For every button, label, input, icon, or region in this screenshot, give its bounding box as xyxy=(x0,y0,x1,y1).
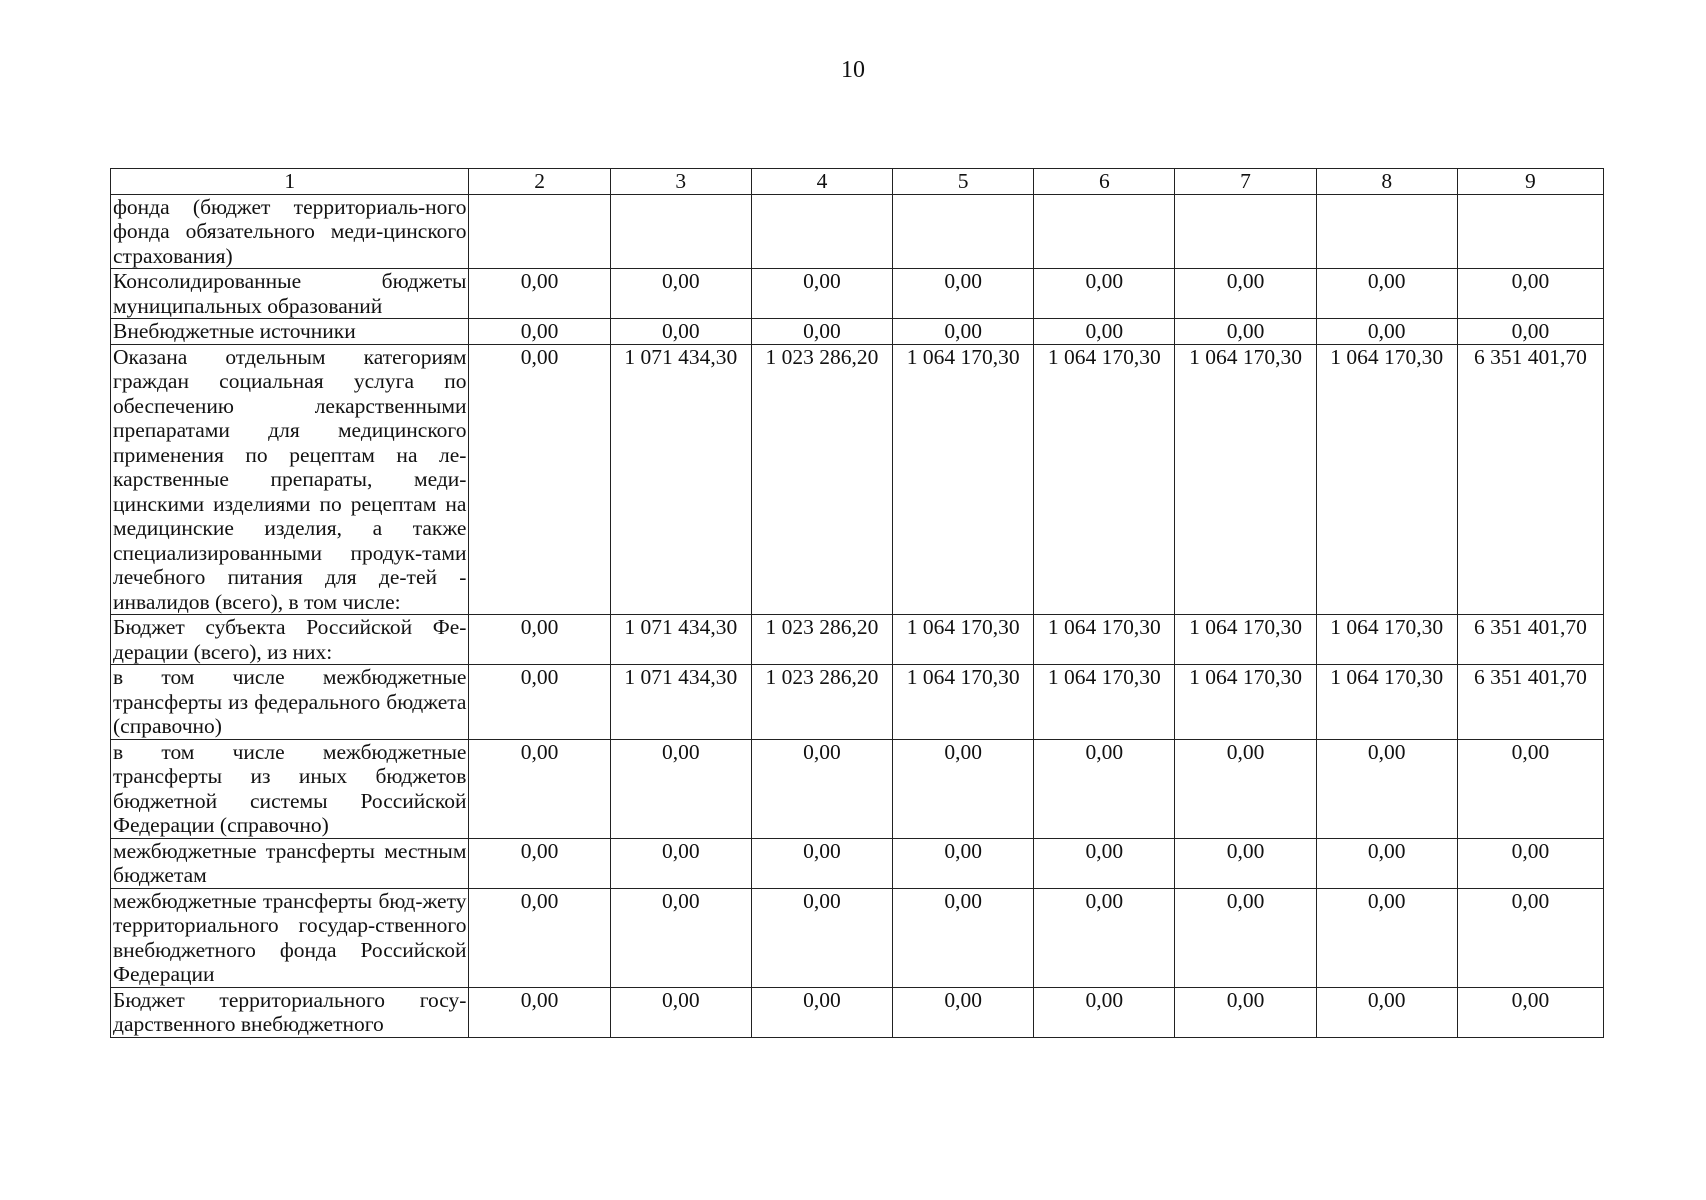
cell-value: 1 064 170,30 xyxy=(1034,344,1175,615)
cell-value: 0,00 xyxy=(751,838,892,888)
cell-value xyxy=(469,194,610,269)
column-header-3: 3 xyxy=(610,169,751,195)
cell-value xyxy=(610,194,751,269)
column-header-6: 6 xyxy=(1034,169,1175,195)
cell-value: 0,00 xyxy=(610,838,751,888)
cell-value: 1 023 286,20 xyxy=(751,665,892,740)
cell-value: 0,00 xyxy=(1034,269,1175,319)
cell-value: 0,00 xyxy=(1316,987,1457,1037)
table-row xyxy=(111,987,1604,1037)
cell-value: 0,00 xyxy=(610,987,751,1037)
row-label: в том числе межбюджетные трансферты из иных бюджетов бюджетной системы Российской Федерации (справочно) xyxy=(111,739,469,838)
cell-value xyxy=(893,194,1034,269)
row-label: в том числе межбюджетные трансферты из федерального бюджета (справочно) xyxy=(111,665,469,740)
cell-value: 0,00 xyxy=(1034,319,1175,345)
cell-value: 0,00 xyxy=(469,888,610,987)
table-row xyxy=(111,665,1604,740)
cell-value: 1 064 170,30 xyxy=(1316,665,1457,740)
table-row xyxy=(111,838,1604,888)
cell-value: 0,00 xyxy=(1457,319,1603,345)
cell-value: 0,00 xyxy=(1316,888,1457,987)
cell-value: 6 351 401,70 xyxy=(1457,665,1603,740)
page-number: 10 xyxy=(841,57,865,83)
cell-value: 0,00 xyxy=(1175,269,1316,319)
cell-value: 0,00 xyxy=(1034,838,1175,888)
cell-value xyxy=(1316,194,1457,269)
cell-value: 1 064 170,30 xyxy=(1175,665,1316,740)
cell-value: 0,00 xyxy=(1457,269,1603,319)
cell-value: 0,00 xyxy=(1175,319,1316,345)
table-row xyxy=(111,615,1604,665)
cell-value: 0,00 xyxy=(1316,269,1457,319)
cell-value: 0,00 xyxy=(1457,739,1603,838)
cell-value: 0,00 xyxy=(610,888,751,987)
cell-value: 6 351 401,70 xyxy=(1457,344,1603,615)
cell-value: 0,00 xyxy=(469,615,610,665)
cell-value: 0,00 xyxy=(610,319,751,345)
cell-value: 1 064 170,30 xyxy=(1316,615,1457,665)
cell-value: 0,00 xyxy=(469,665,610,740)
cell-value: 1 064 170,30 xyxy=(1034,615,1175,665)
cell-value: 0,00 xyxy=(1316,319,1457,345)
cell-value: 0,00 xyxy=(751,888,892,987)
cell-value: 1 023 286,20 xyxy=(751,615,892,665)
cell-value: 0,00 xyxy=(893,888,1034,987)
row-label: Бюджет субъекта Российской Фе-дерации (всего), из них: xyxy=(111,615,469,665)
row-label: Оказана отдельным категориям граждан социальная услуга по обеспечению лекарственными препаратами для медицинского применения по рецептам на ле-карственные препараты, меди-цинскими изделиями по рецептам на медицинские изделия, а также специализированными продук-тами лечебного питания для де-тей - инвалидов (всего), в том числе: xyxy=(111,344,469,615)
cell-value: 0,00 xyxy=(469,319,610,345)
column-header-5: 5 xyxy=(893,169,1034,195)
cell-value: 1 071 434,30 xyxy=(610,615,751,665)
cell-value: 0,00 xyxy=(751,269,892,319)
row-label: Внебюджетные источники xyxy=(111,319,469,345)
table-row xyxy=(111,269,1604,319)
cell-value: 0,00 xyxy=(1457,838,1603,888)
cell-value xyxy=(1457,194,1603,269)
column-header-7: 7 xyxy=(1175,169,1316,195)
cell-value xyxy=(1175,194,1316,269)
cell-value: 0,00 xyxy=(1034,739,1175,838)
column-header-2: 2 xyxy=(469,169,610,195)
cell-value: 0,00 xyxy=(1034,888,1175,987)
cell-value: 1 071 434,30 xyxy=(610,344,751,615)
cell-value: 0,00 xyxy=(469,269,610,319)
cell-value: 0,00 xyxy=(751,987,892,1037)
table-row xyxy=(111,739,1604,838)
cell-value: 0,00 xyxy=(469,344,610,615)
cell-value xyxy=(751,194,892,269)
row-label: фонда (бюджет территориаль-ного фонда обязательного меди-цинского страхования) xyxy=(111,194,469,269)
cell-value: 0,00 xyxy=(1457,987,1603,1037)
cell-value xyxy=(1034,194,1175,269)
cell-value: 0,00 xyxy=(1316,838,1457,888)
table-row xyxy=(111,888,1604,987)
cell-value: 0,00 xyxy=(893,987,1034,1037)
cell-value: 0,00 xyxy=(1175,888,1316,987)
cell-value: 0,00 xyxy=(1034,987,1175,1037)
cell-value: 6 351 401,70 xyxy=(1457,615,1603,665)
cell-value: 0,00 xyxy=(893,319,1034,345)
cell-value: 1 064 170,30 xyxy=(1034,665,1175,740)
cell-value: 0,00 xyxy=(610,739,751,838)
row-label: межбюджетные трансферты бюд-жету территориального государ-ственного внебюджетного фонда Российской Федерации xyxy=(111,888,469,987)
cell-value: 0,00 xyxy=(469,987,610,1037)
cell-value: 0,00 xyxy=(893,269,1034,319)
cell-value: 0,00 xyxy=(893,838,1034,888)
cell-value: 0,00 xyxy=(893,739,1034,838)
cell-value: 1 064 170,30 xyxy=(1175,344,1316,615)
cell-value: 0,00 xyxy=(1175,838,1316,888)
cell-value: 0,00 xyxy=(469,838,610,888)
cell-value: 0,00 xyxy=(1457,888,1603,987)
column-header-9: 9 xyxy=(1457,169,1603,195)
cell-value: 0,00 xyxy=(751,319,892,345)
column-header-1: 1 xyxy=(111,169,469,195)
cell-value: 1 071 434,30 xyxy=(610,665,751,740)
cell-value: 1 064 170,30 xyxy=(893,344,1034,615)
cell-value: 1 023 286,20 xyxy=(751,344,892,615)
column-header-8: 8 xyxy=(1316,169,1457,195)
cell-value: 0,00 xyxy=(1316,739,1457,838)
row-label: Бюджет территориального госу-дарственного внебюджетного xyxy=(111,987,469,1037)
row-label: Консолидированные бюджеты муниципальных образований xyxy=(111,269,469,319)
cell-value: 0,00 xyxy=(1175,987,1316,1037)
row-label: межбюджетные трансферты местным бюджетам xyxy=(111,838,469,888)
cell-value: 1 064 170,30 xyxy=(893,665,1034,740)
cell-value: 0,00 xyxy=(1175,739,1316,838)
table-row xyxy=(111,344,1604,615)
cell-value: 0,00 xyxy=(469,739,610,838)
header-row xyxy=(111,169,1604,195)
budget-table xyxy=(110,168,1604,1038)
cell-value: 1 064 170,30 xyxy=(1175,615,1316,665)
cell-value: 1 064 170,30 xyxy=(893,615,1034,665)
table-row xyxy=(111,194,1604,269)
cell-value: 0,00 xyxy=(751,739,892,838)
column-header-4: 4 xyxy=(751,169,892,195)
cell-value: 0,00 xyxy=(610,269,751,319)
cell-value: 1 064 170,30 xyxy=(1316,344,1457,615)
table-row xyxy=(111,319,1604,345)
